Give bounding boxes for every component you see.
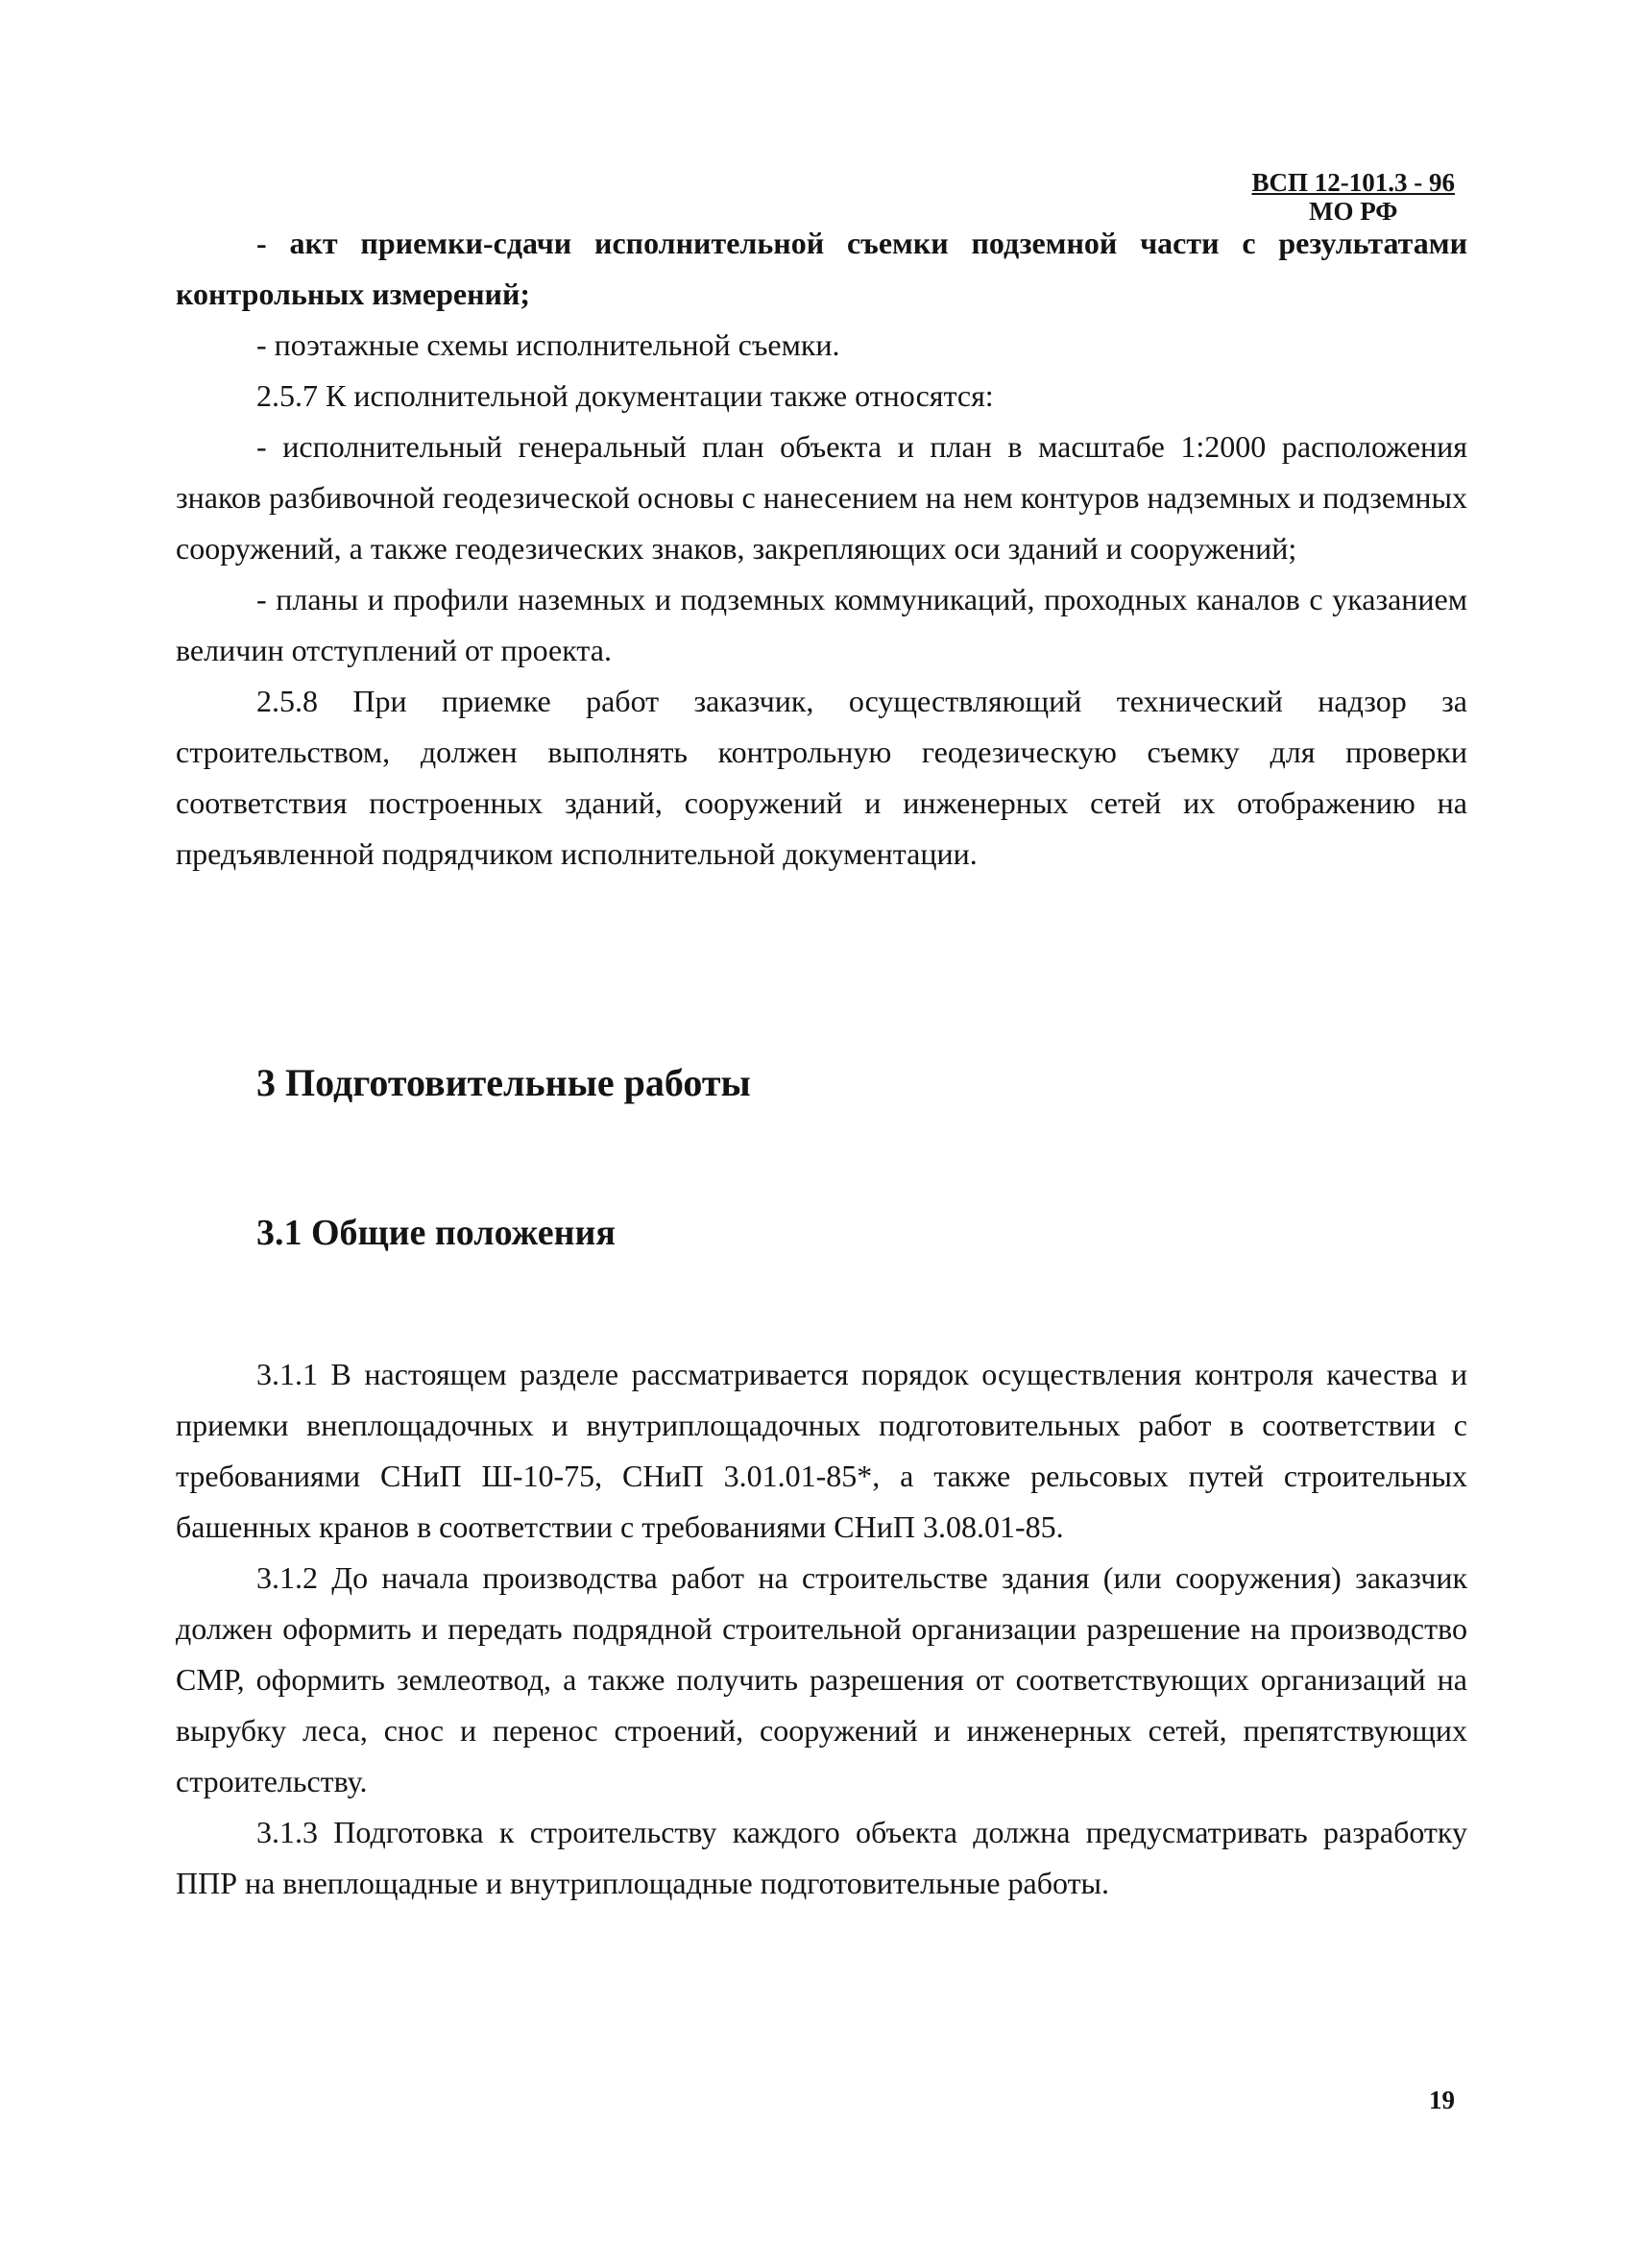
paragraph-utility-plans: - планы и профили наземных и подземных коммуникаций, проходных каналов с указанием величин отступлений от проекта.	[176, 582, 1467, 667]
paragraph-3-1-1: 3.1.1 В настоящем разделе рассматривается порядок осуществления контроля качества и приемки внеплощадочных и внутриплощадочных подготовительных работ в соответствии с требованиями СНиП Ш-10-75, СНиП 3.01.01-85*, а также рельсовых путей строительных башенных кранов в соответствии с требованиями СНиП 3.08.01-85.	[176, 1357, 1467, 1544]
document-code: ВСП 12-101.3 - 96	[1251, 168, 1455, 197]
document-organization: МО РФ	[1309, 197, 1398, 226]
paragraph-floor-schemes: - поэтажные схемы исполнительной съемки.	[256, 327, 840, 362]
page-body	[176, 218, 1467, 880]
paragraph-3-1-2: 3.1.2 До начала производства работ на строительстве здания (или сооружения) заказчик должен оформить и передать подрядной строительной организации разрешение на производство СМР, оформить землеотвод, а также получить разрешения от соответствующих организаций на вырубку леса, снос и перенос строений, сооружений и инженерных сетей, препятствующих строительству.	[176, 1560, 1467, 1798]
section-3-body	[176, 1349, 1467, 1909]
paragraph-act-acceptance: - акт приемки-сдачи исполнительной съемки подземной части с результатами контрольных измерений;	[176, 226, 1467, 311]
document-header	[1252, 168, 1456, 226]
paragraph-general-plan: - исполнительный генеральный план объекта и план в масштабе 1:2000 расположения знаков разбивочной геодезической основы с нанесением на нем контуров надземных и подземных сооружений, а также геодезических знаков, закрепляющих оси зданий и сооружений;	[176, 429, 1467, 566]
section-3-1-heading: 3.1 Общие положения	[256, 1213, 616, 1253]
section-3-heading: 3 Подготовительные работы	[256, 1061, 751, 1104]
page-number: 19	[1429, 2086, 1455, 2114]
paragraph-2-5-8: 2.5.8 При приемке работ заказчик, осуществляющий технический надзор за строительством, должен выполнять контрольную геодезическую съемку для проверки соответствия построенных зданий, сооружений и инженерных сетей их отображению на предъявленной подрядчиком исполнительной документации.	[176, 684, 1467, 871]
paragraph-3-1-3: 3.1.3 Подготовка к строительству каждого объекта должна предусматривать разработку ППР на внеплощадные и внутриплощадные подготовительные работы.	[176, 1815, 1467, 1900]
paragraph-2-5-7: 2.5.7 К исполнительной документации также относятся:	[256, 378, 994, 413]
